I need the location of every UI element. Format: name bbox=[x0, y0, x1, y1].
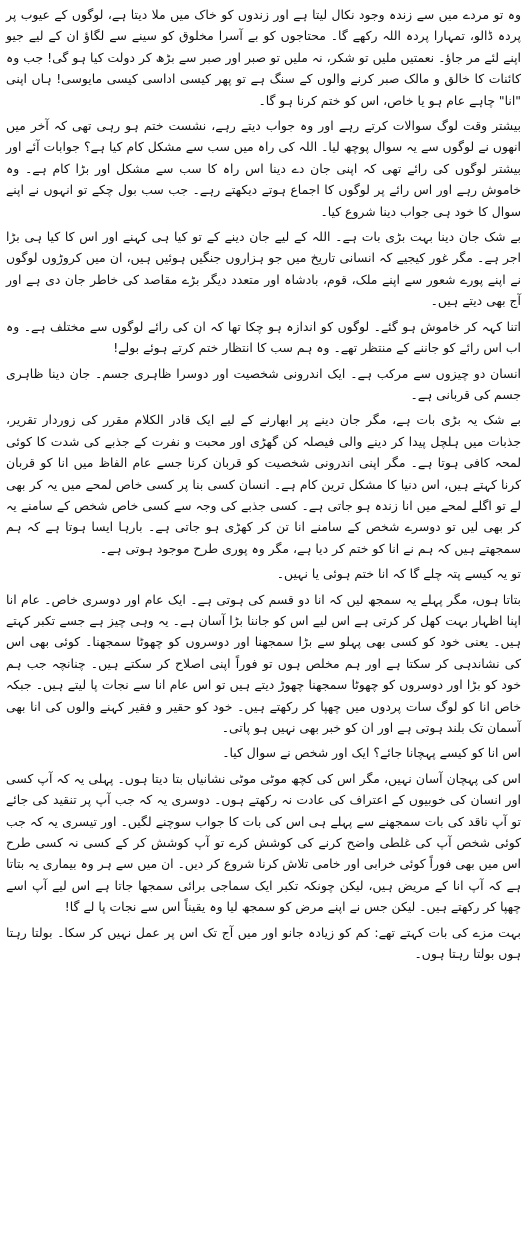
paragraph: اتنا کہہ کر خاموش ہو گئے۔ لوگوں کو اندازہ ہو چکا تھا کہ ان کی رائے لوگوں سے مختلف ہے۔ وہ اب اس رائے کو جاننے کے منتظر تھے۔ وہ ہم سب کا انتظار ختم کرتے ہوئے بولے! bbox=[6, 318, 521, 356]
paragraph: بیشتر وقت لوگ سوالات کرتے رہے اور وہ جواب دیتے رہے، نشست ختم ہو رہی تھی کہ آخر میں انھوں نے لوگوں سے یہ سوال پوچھ لیا۔ اللہ کی راہ میں سب سے مشکل کام کیا ہے؟ جوابات آئے اور بیشتر لوگوں کی رائے تھی کہ اپنی جان دے دینا اس راہ کا سب سے مشکل اور بڑا کام ہے۔ وہ خاموش رہے اور اس رائے پر لوگوں کا اجماع ہوتے دیکھتے رہے۔ جب سب بول چکے تو انہوں نے اپنے سوال کا خود ہی جواب دینا شروع کیا۔ bbox=[6, 118, 521, 219]
paragraph: انسان دو چیزوں سے مرکب ہے۔ ایک اندرونی شخصیت اور دوسرا ظاہری جسم۔ جان دینا ظاہری جسم کی قربانی ہے۔ bbox=[6, 365, 521, 402]
paragraph: اس انا کو کیسے پہچانا جائے؟ ایک اور شخص نے سوال کیا۔ bbox=[222, 745, 521, 761]
paragraph: بہت مزے کی بات کہتے تھے: کم کو زیادہ جانو اور میں آج تک اس پر عمل نہیں کر سکا۔ بولتا رہتا ہوں بولتا رہتا ہوں۔ bbox=[6, 924, 521, 962]
paragraph: بے شک یہ بڑی بات ہے، مگر جان دینے پر ابھارنے کے لیے ایک قادر الکلام مقرر کی زوردار تقریر، جذبات میں ہلچل پیدا کر دینے والی فیصلہ کن گھڑی اور محبت و نفرت کے جذبے کی شدت کا کوئی لمحہ کافی ہوتا ہے۔ مگر اپنی اندرونی شخصیت کو قربان کرنا جسے عام الفاظ میں انا کو قربان کرنا کہتے ہیں، اس دنیا کا مشکل ترین کام ہے۔ انسان کسی بنا پر کسی خاص لمحے میں یہ کر بھی لے تو اگلے لمحے میں انا زندہ ہو جاتی ہے۔ کسی جذبے کی وجہ سے کسی خاص شخص کے سامنے یہ کر بھی لیں تو دوسرے شخص کے سامنے انا تن کر کھڑی ہو جاتی ہے۔ بارہا ایسا ہوتا ہے کہ ہم سمجھتے ہیں کہ ہم نے انا کو ختم کر دیا ہے، مگر وہ پوری طرح موجود ہوتی ہے۔ bbox=[6, 412, 521, 556]
paragraph: اس کی پہچان آسان نہیں، مگر اس کی کچھ موٹی موٹی نشانیاں بتا دیتا ہوں۔ پہلی یہ کہ آپ کسی اور انسان کی خوبیوں کے اعتراف کی عادت نہ رکھتے ہوں۔ دوسری یہ کہ جب آپ پر تنقید کی جائے تو آپ ناقد کی بات سمجھنے سے پہلے ہی اس کی بات کا جواب سوچنے لگیں۔ اور تیسری یہ کہ جب کوئی شخص آپ کی غلطی واضح کرنے کی کوشش کرے تو آپ کوشش کر کے کسی نہ کسی طرح اس میں بھی فوراً کوئی خرابی اور خامی تلاش کرنا شروع کر دیں۔ ان میں سے ہر وہ بیماری یہ بتاتا ہے کہ آپ انا کے مریض ہیں، لیکن چونکہ تکبر ایک سماجی برائی سمجھا جاتا ہے اس لیے آپ اسے چھپا کر رکھتے ہیں۔ لیکن جس نے اپنے مرض کو سمجھ لیا وہ یقیناً اس سے نجات پا لے گا! bbox=[6, 770, 521, 915]
paragraph: وہ تو مردے میں سے زندہ وجود نکال لیتا ہے اور زندوں کو خاک میں ملا دیتا ہے، لوگوں کے عیوب پر پردہ ڈالو، تمہارا پردہ اللہ رکھے گا۔ محتاجوں کو بے آسرا مخلوق کو سینے سے لگاؤ ان کے لیے جیو اپنے لئے مر جاؤ۔ نعمتیں ملیں تو شکر، نہ ملیں تو صبر اور صبر سے بڑھ کر دولت کیا ہو گی! جب وہ کائنات کا خالق و مالک صبر کرنے والوں کے سنگ ہے تو پھر کیسی اداسی کیسی مایوسی! ہاں اپنی "انا" چاہے عام ہو یا خاص، اس کو ختم کرنا ہو گا۔ bbox=[6, 7, 521, 108]
paragraph: بے شک جان دینا بہت بڑی بات ہے۔ اللہ کے لیے جان دینے کے تو کیا ہی کہنے اور اس کا کیا ہی بڑا اجر ہے۔ مگر غور کیجیے کہ انسانی تاریخ میں جو ہزاروں جنگیں ہوئیں ہیں، ان میں کروڑوں لوگوں نے اپنے پورے شعور سے اپنے ملک، قوم، بادشاہ اور متعدد دیگر بڑے مقاصد کی خاطر جان دی ہے اور آج بھی دیتے ہیں۔ bbox=[6, 229, 521, 309]
paragraph: بتاتا ہوں، مگر پہلے یہ سمجھ لیں کہ انا دو قسم کی ہوتی ہے۔ ایک عام اور دوسری خاص۔ عام انا اپنا اظہار بہت کھل کر کرتی ہے اس لیے اس کو جاننا بڑا آسان ہے۔ یہ وہی چیز ہے جسے تکبر کہتے ہیں۔ یعنی خود کو کسی بھی پہلو سے بڑا سمجھنا اور دوسروں کو چھوٹا سمجھنا۔ کوئی بھی اس کی نشاندہی کر سکتا ہے اور ہم مخلص ہوں تو فوراً اپنی اصلاح کر سکتے ہیں۔ چنانچہ جب ہم خود کو بڑا اور دوسروں کو چھوٹا سمجھنا چھوڑ دیتے ہیں تو اس عام انا سے نجات پا لیتے ہیں۔ جبکہ خاص انا کو لوگ سات پردوں میں چھپا کر رکھتے ہیں۔ خود کو حقیر و فقیر کہنے والوں کی انا بھی آسمان تک بلند ہوتی ہے اور ان کو خبر بھی نہیں ہو پاتی۔ bbox=[6, 591, 521, 735]
paragraph: تو یہ کیسے پتہ چلے گا کہ انا ختم ہوئی یا نہیں۔ bbox=[276, 566, 521, 582]
